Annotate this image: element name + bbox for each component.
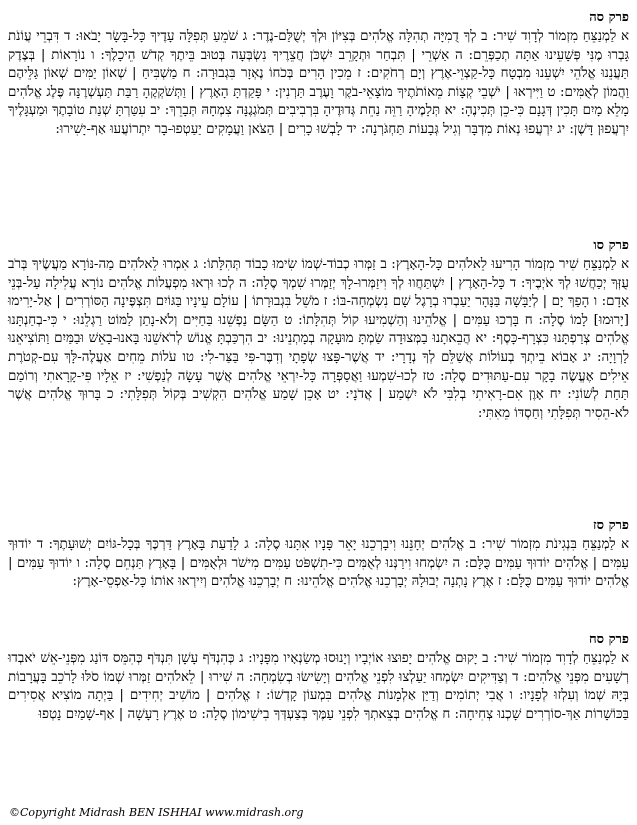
chapter-title: פרק סח xyxy=(588,632,629,647)
chapter-text: א לַמְנַצֵּחַ לְדָוִד מִזְמוֹר שִׁיר: ב יָקוּם אֱלֹהִים יָפוּצוּ אוֹיְבָיו וְיָנוּסוּ מְשַׂנְאָיו מִפָּנָיו: ג כְּהִנְדֹּף עָשָׁן תִּנְדֹּף כְּהִמֵּס דּוֹנַג מִפְּנֵי-אֵשׁ יֹאבְדוּ רְשָׁעִים מִפְּנֵי אֱלֹהִים: ד וְצַדִּיקִים יִשְׂמְחוּ יַעַלְצוּ לִפְנֵי אֱלֹהִים וְיָשִׂישׂוּ בְשִׂמְחָה: ה שִׁירוּ | לֵאלֹהִים זַמְּרוּ שְׁמוֹ סֹלּוּ לָרֹכֵב בָּעֲרָבוֹת בְּיָהּ שְׁמוֹ וְעִלְזוּ לְפָנָיו: ו אֲבִי יְתוֹמִים וְדַיַּן אַלְמָנוֹת אֱלֹהִים בִּמְעוֹן קָדְשׁוֹ: ז אֱלֹהִים | מוֹשִׁיב יְחִידִים | בַּיְתָה מוֹצִיא אֲסִירִים בַּכּוֹשָׁרוֹת אַךְ-סוֹרְרִים שָׁכְנוּ צְחִיחָה: ח אֱלֹהִים בְּצֵאתְךָ לִפְנֵי עַמֶּךָ בְּצַעְדְּךָ בִישִׁימוֹן סֶלָה: ט אֶרֶץ רָעָשָׁה | אַף-שָׁמַיִם נָטְפוּ xyxy=(8,651,629,722)
chapter-text: א לַמְנַצֵּחַ שִׁיר מִזְמוֹר הָרִיעוּ לֵאלֹהִים כָּל-הָאָרֶץ: ב זַמְּרוּ כְבוֹד-שְׁמוֹ שִׂימוּ כָבוֹד תְּהִלָּתוֹ: ג אִמְרוּ לֵאלֹהִים מַה-נּוֹרָא מַעֲשֶׂיךָ בְּרֹב עֻזְּךָ יְכַחֲשׁוּ לְךָ אֹיְבֶיךָ: ד כָּל-הָאָרֶץ | יִשְׁתַּחֲווּ לְךָ וִיזַמְּרוּ-לָךְ יְזַמְּרוּ שִׁמְךָ סֶלָה: ה לְכוּ וּרְאוּ מִפְעֲלוֹת אֱלֹהִים נוֹרָא עֲלִילָה עַל-בְּנֵי אָדָם: ו הָפַךְ יָם | לְיַבָּשָׁה בַּנָּהָר יַעַבְרוּ בְרָגֶל שָׁם נִשְׂמְחָה-בּוֹ: ז מֹשֵׁל בִּגְבוּרָתוֹ | עוֹלָם עֵינָיו בַּגּוֹיִם תִּצְפֶּינָה הַסּוֹרְרִים | אַל-יָרִימוּ [יָרוּמוּ] לָמוֹ סֶלָה: ח בָּרְכוּ עַמִּים | אֱלֹהֵינוּ וְהַשְׁמִיעוּ קוֹל תְּהִלָּתוֹ: ט הַשָּׂם נַפְשֵׁנוּ בַּחַיִּים וְלֹא-נָתַן לַמּוֹט רַגְלֵנוּ: י כִּי-בְחַנְתָּנוּ אֱלֹהִים צְרַפְתָּנוּ כִּצְרָף-כָּסֶף: יא הֲבֵאתָנוּ בַמְּצוּדָה שַׂמְתָּ מוּעָקָה בְמָתְנֵינוּ: יב הִרְכַּבְתָּ אֱנוֹשׁ לְרֹאשֵׁנוּ בָּאנוּ-בָאֵשׁ וּבַמַּיִם וַתּוֹצִיאֵנוּ לָרְוָיָה: יג אָבוֹא בֵיתְךָ בְעוֹלוֹת אֲשַׁלֵּם לְךָ נְדָרָי: יד אֲשֶׁר-פָּצוּ שְׂפָתָי וְדִבֶּר-פִּי בַּצַּר-לִי: טו עֹלוֹת מֵחִים אַעֲלֶה-לָּךְ עִם-קְטֹרֶת אֵילִים אֶעֱשֶׂה בָקָר עִם-עַתּוּדִים סֶלָה: טז לְכוּ-שִׁמְעוּ וַאֲסַפְּרָה כָּל-יִרְאֵי אֱלֹהִים אֲשֶׁר עָשָׂה לְנַפְשִׁי: יז אֵלָיו פִּי-קָרָאתִי וְרוֹמַם תַּחַת לְשׁוֹנִי: יח אָוֶן אִם-רָאִיתִי בְלִבִּי לֹא יִשְׁמַע | אֲדֹנָי: יט אָכֵן שָׁמַע אֱלֹהִים הִקְשִׁיב בְּקוֹל תְּפִלָּתִי: כ בָּרוּךְ אֱלֹהִים אֲשֶׁר לֹא-הֵסִיר תְּפִלָּתִי וְחַסְדּוֹ מֵאִתִּי: xyxy=(8,257,629,421)
chapter-66 xyxy=(8,238,629,423)
chapter-65 xyxy=(8,10,629,140)
chapter-68 xyxy=(8,632,629,724)
chapter-title: פרק סה xyxy=(589,10,629,25)
chapter-title: פרק סז xyxy=(593,518,629,533)
chapter-title: פרק סו xyxy=(593,238,629,253)
chapter-text: א לַמְנַצֵּחַ מִזְמוֹר לְדָוִד שִׁיר: ב לְךָ דֻמִיָּה תְהִלָּה אֱלֹהִים בְּצִיּוֹן וּלְךָ יְשֻׁלַּם-נֶדֶר: ג שֹׁמֵעַ תְּפִלָּה עָדֶיךָ כָּל-בָּשָׂר יָבֹאוּ: ד דִּבְרֵי עֲוֹנֹת גָּבְרוּ מֶנִּי פְּשָׁעֵינוּ אַתָּה תְכַפְּרֵם: ה אַשְׁרֵי | תִּבְחַר וּתְקָרֵב יִשְׁכֹּן חֲצֵרֶיךָ נִשְׂבְּעָה בְּטוּב בֵּיתֶךָ קְדֹשׁ הֵיכָלֶךָ: ו נוֹרָאוֹת | בְּצֶדֶק תַּעֲנֵנוּ אֱלֹהֵי יִשְׁעֵנוּ מִבְטָח כָּל-קַצְוֵי-אֶרֶץ וְיָם רְחֹקִים: ז מֵכִין הָרִים בְּכֹחוֹ נֶאְזָר בִּגְבוּרָה: ח מַשְׁבִּיחַ | שְׁאוֹן יַמִּים שְׁאוֹן גַּלֵּיהֶם וַהֲמוֹן לְאֻמִּים: ט וַיִּירְאוּ | יֹשְׁבֵי קְצָוֹת מֵאוֹתֹתֶיךָ מוֹצָאֵי-בֹקֶר וָעֶרֶב תַּרְנִין: י פָּקַדְתָּ הָאָרֶץ | וַתְּשֹׁקְקֶהָ רַבַּת תַּעְשְׁרֶנָּה פֶּלֶג אֱלֹהִים מָלֵא מָיִם תָּכִין דְּגָנָם כִּי-כֵן תְּכִינֶהָ: יא תְּלָמֶיהָ רַוֵּה נַחֵת גְּדוּדֶיהָ בִּרְבִיבִים תְּמֹגְגֶנָּה צִמְחָהּ תְּבָרֵךְ: יב עִטַּרְתָּ שְׁנַת טוֹבָתֶךָ וּמַעְגָּלֶיךָ יִרְעֲפוּן דָּשֶׁן: יג יִרְעֲפוּ נְאוֹת מִדְבָּר וְגִיל גְּבָעוֹת תַּחְגֹּרְנָה: יד לָבְשׁוּ כָרִים | הַצֹּאן וַעֲמָקִים יַעַטְפוּ-בָר יִתְרוֹעֲעוּ אַף-יָשִׁירוּ: xyxy=(8,29,630,137)
copyright-notice: ©Copyright Midrash BEN ISHHAI www.midrash.org xyxy=(9,806,304,819)
chapter-67 xyxy=(8,518,629,592)
chapter-text: א לַמְנַצֵּחַ בִּנְגִינֹת מִזְמוֹר שִׁיר: ב אֱלֹהִים יְחָנֵּנוּ וִיבָרְכֵנוּ יָאֵר פָּנָיו אִתָּנוּ סֶלָה: ג לָדַעַת בָּאָרֶץ דַּרְכֶּךָ בְּכָל-גּוֹיִם יְשׁוּעָתֶךָ: ד יוֹדוּךָ עַמִּים | אֱלֹהִים יוֹדוּךָ עַמִּים כֻּלָּם: ה יִשְׂמְחוּ וִירַנְּנוּ לְאֻמִּים כִּי-תִשְׁפֹּט עַמִּים מִישֹׁר וּלְאֻמִּים | בָּאָרֶץ תַּנְחֵם סֶלָה: ו יוֹדוּךָ עַמִּים | אֱלֹהִים יוֹדוּךָ עַמִּים כֻּלָּם: ז אֶרֶץ נָתְנָה יְבוּלָהּ יְבָרְכֵנוּ אֱלֹהִים אֱלֹהֵינוּ: ח יְבָרְכֵנוּ אֱלֹהִים וְיִירְאוּ אוֹתוֹ כָּל-אַפְסֵי-אָרֶץ: xyxy=(8,537,629,590)
